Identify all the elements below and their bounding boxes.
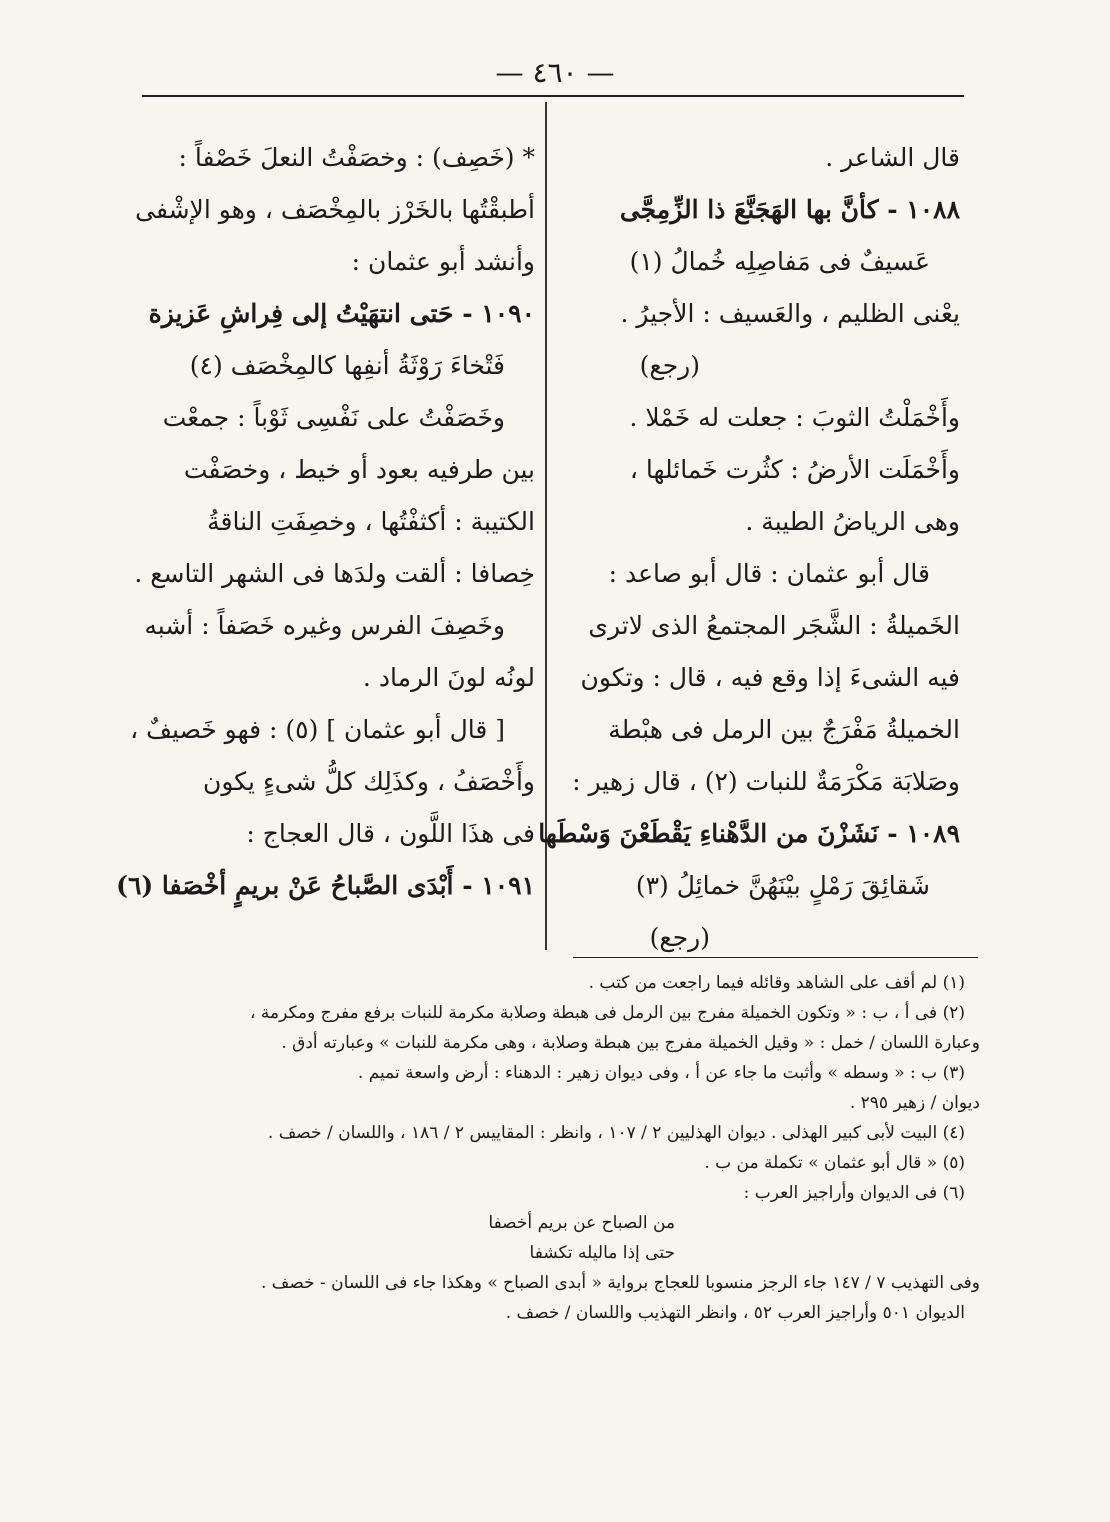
footnote: وعبارة اللسان / خمل : « وقيل الخميلة مفرج بين هبطة وصلابة ، وهى مكرمة للنبات » وعبارته أدق . — [281, 1033, 980, 1053]
footnote: (٥) « قال أبو عثمان » تكملة من ب . — [704, 1153, 965, 1173]
verse-line: فَتْخاءَ رَوْثَةُ أنفِها كالمِخْصَف (٤) — [189, 351, 505, 380]
footnote: (٢) فى أ ، ب : « وتكون الخميلة مفرج بين الرمل فى هبطة وصلابة مكرمة للنبات برفع مفرج ومكرمة ، — [250, 1003, 965, 1023]
footnote: (٣) ب : « وسطه » وأثبت ما جاء عن أ ، وفى ديوان زهير : الدهناء : أرض واسعة تميم . — [357, 1063, 965, 1083]
line: لونُه لونَ الرماد . — [362, 663, 535, 692]
footnote: (٦) فى الديوان وأراجيز العرب : — [743, 1183, 965, 1203]
line: الخَميلةُ : الشَّجَر المجتمعُ الذى لاترى — [588, 611, 960, 640]
line: الكتيبة : أكثفْتُها ، وخصِفَتِ الناقةُ — [207, 507, 535, 536]
line: وأنشد أبو عثمان : — [351, 247, 535, 276]
verse-line: ١٠٩٠ - حَتى انتهَيْتُ إلى فِراشِ عَزيزة — [148, 299, 535, 328]
footnote-rule — [573, 957, 978, 958]
verse-line: ١٠٩١ - أَبْدَى الصَّباحُ عَنْ بريمٍ أخْصَفا (٦) — [116, 871, 535, 900]
verse-line: شَقائِقَ رَمْلٍ بيْنَهُنَّ خمائِلُ (٣) — [635, 871, 930, 900]
line: [ قال أبو عثمان ] (٥) : فهو خَصيفٌ ، — [130, 715, 505, 744]
line: وخَصِفَ الفرس وغيره خَصَفاً : أشبه — [144, 611, 505, 640]
line: قال أبو عثمان : قال أبو صاعد : — [608, 559, 930, 588]
left-column — [116, 132, 535, 912]
line: خِصافا : ألقت ولدَها فى الشهر التاسع . — [134, 559, 535, 588]
footnote: (١) لم أقف على الشاهد وقائله فيما راجعت من كتب . — [588, 973, 965, 993]
footnotes — [150, 968, 980, 1328]
footnote-poem-line: من الصباح عن بريم أخصفا — [488, 1213, 675, 1233]
footnote: ديوان / زهير ٢٩٥ . — [849, 1093, 980, 1113]
line: وأَخْصَفُ ، وكذَلِك كلُّ شىءٍ يكون — [202, 767, 535, 796]
line: يعْنى الظليم ، والعَسيف : الأجيرُ . — [620, 299, 960, 328]
line: وصَلابَة مَكْرَمَةٌ للنبات (٢) ، قال زهير : — [572, 767, 960, 796]
footnote: (٤) البيت لأبى كبير الهذلى . ديوان الهذليين ٢ / ١٠٧ ، وانظر : المقاييس ٢ / ١٨٦ ، واللسان / خصف . — [267, 1123, 965, 1143]
page-number: — ٤٦٠ — — [495, 56, 615, 89]
line: فيه الشىءَ إذا وقع فيه ، قال : وتكون — [580, 663, 960, 692]
line: فى هذَا اللَّون ، قال العجاج : — [246, 819, 535, 848]
footnote: الديوان ٥٠١ وأراجيز العرب ٥٢ ، وانظر التهذيب واللسان / خصف . — [505, 1303, 965, 1323]
footnote: وفى التهذيب ٧ / ١٤٧ جاء الرجز منسوبا للعجاج برواية « أبدى الصباح » وهكذا جاء فى اللسان - خصف . — [260, 1273, 980, 1293]
line: وأَخْمَلَت الأرضُ : كثُرت خَمائلها ، — [629, 455, 960, 484]
right-column — [538, 132, 960, 964]
rajaa-marker: (رجع) — [639, 351, 700, 380]
footnote-poem-line: حتى إذا ماليله تكشفا — [529, 1243, 675, 1263]
line: وخَصَفْتُ على نَفْسِى ثَوْباً : جمعْت — [162, 403, 505, 432]
verse-line: ١٠٨٨ - كأنَّ بها الهَجَنَّعَ ذا الزِّمِجَّى — [619, 195, 960, 224]
line: أطبقْتُها بالخَرْز بالمِخْصَف ، وهو الإشْفى — [135, 195, 535, 224]
rajaa-marker: (رجع) — [649, 923, 710, 952]
line: قال الشاعر . — [825, 143, 960, 172]
line: وأَخْمَلْتُ الثوبَ : جعلت له خَمْلا . — [629, 403, 960, 432]
verse-line: عَسيفٌ فى مَفاصِلِه خُمالُ (١) — [629, 247, 930, 276]
line: بين طرفيه بعود أو خيط ، وخصَفْت — [183, 455, 535, 484]
verse-line: ١٠٨٩ - نَشَزْنَ من الدَّهْناءِ يَقْطَعْنَ وَسْطَها — [538, 819, 960, 848]
line: الخميلةُ مَفْرَجٌ بين الرمل فى هبْطة — [608, 715, 960, 744]
header-rule — [142, 95, 964, 97]
line: وهى الرياضُ الطيبة . — [745, 507, 960, 536]
entry-heading-line: * (خَصِف) : وخصَفْتُ النعلَ خَصْفاً : — [178, 143, 535, 172]
